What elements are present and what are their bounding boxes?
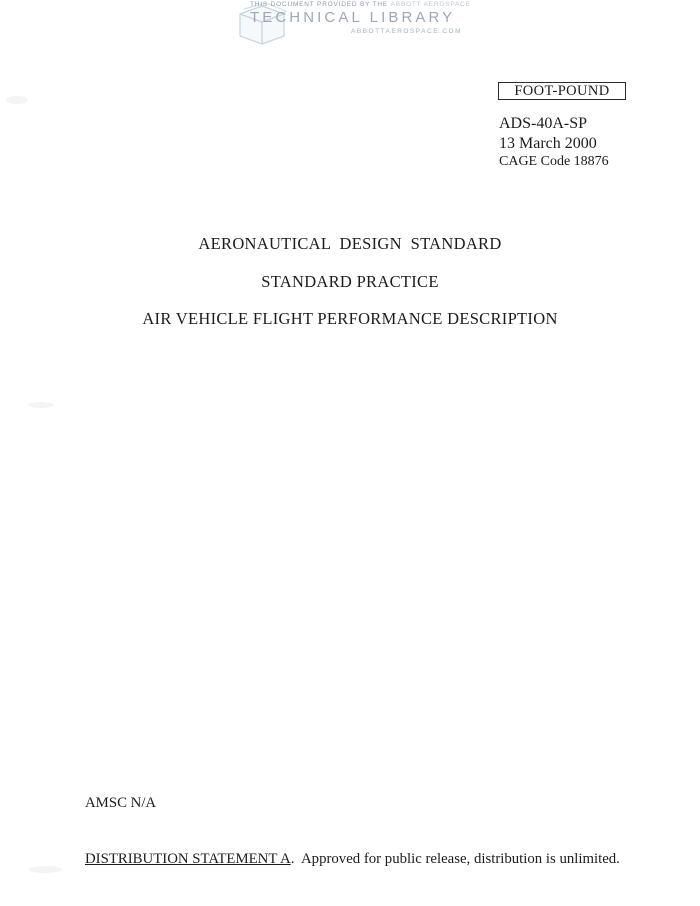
title-line-2: STANDARD PRACTICE <box>261 271 439 291</box>
unit-system-stamp <box>498 82 626 100</box>
distribution-statement-label: DISTRIBUTION STATEMENT A <box>85 850 291 867</box>
abbott-aerospace-logo <box>236 0 476 46</box>
distribution-statement-text: . Approved for public release, distribution is unlimited. <box>290 850 620 867</box>
unit-system-stamp-label: FOOT-POUND <box>514 83 610 99</box>
cage-code: CAGE Code 18876 <box>499 154 609 169</box>
scan-smudge <box>28 866 62 873</box>
logo-provided-prefix: THIS DOCUMENT PROVIDED BY THE <box>250 1 389 8</box>
logo-website: ABBOTTAEROSPACE.COM <box>351 28 462 35</box>
amsc-line: AMSC N/A <box>85 794 157 811</box>
distribution-statement <box>85 850 620 869</box>
logo-text-block <box>250 1 476 36</box>
scan-smudge <box>6 96 28 104</box>
document-id-block <box>499 114 609 171</box>
title-line-1: AERONAUTICAL DESIGN STANDARD <box>198 234 502 253</box>
document-number: ADS-40A-SP <box>499 115 588 132</box>
logo-provided-line <box>250 1 476 9</box>
logo-provided-brand: ABBOTT AEROSPACE <box>390 1 471 8</box>
scan-smudge <box>28 402 54 408</box>
title-line-3: AIR VEHICLE FLIGHT PERFORMANCE DESCRIPTION <box>142 309 558 328</box>
footer-block <box>85 756 620 906</box>
document-date: 13 March 2000 <box>499 134 597 152</box>
title-block <box>0 235 700 348</box>
logo-title: TECHNICAL LIBRARY <box>250 9 456 26</box>
